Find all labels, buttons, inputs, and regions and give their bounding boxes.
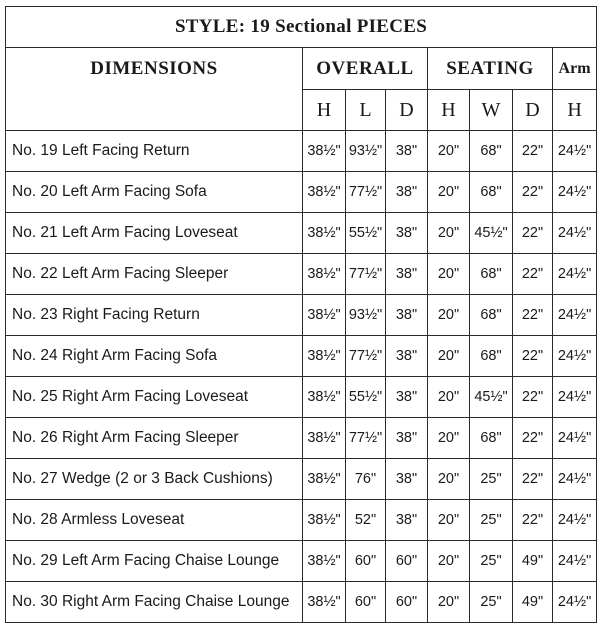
seating-width-value: 45½" (470, 213, 513, 254)
seating-depth-value: 22" (513, 336, 553, 377)
overall-height-value: 38½" (303, 500, 346, 541)
overall-depth-value: 38" (386, 254, 428, 295)
overall-depth-value: 38" (386, 131, 428, 172)
seating-depth-value: 22" (513, 131, 553, 172)
seating-height-value: 20" (428, 213, 470, 254)
seating-height-value: 20" (428, 172, 470, 213)
seating-height-value: 20" (428, 459, 470, 500)
table-row (6, 500, 597, 541)
overall-depth-value: 60" (386, 541, 428, 582)
table-row (6, 418, 597, 459)
title-row (6, 7, 597, 48)
overall-length-value: 77½" (346, 254, 386, 295)
table-row (6, 459, 597, 500)
seating-depth-value: 22" (513, 377, 553, 418)
overall-depth-value: 38" (386, 418, 428, 459)
piece-name: No. 20 Left Arm Facing Sofa (6, 172, 303, 213)
table-title: STYLE: 19 Sectional PIECES (6, 7, 597, 48)
table-row (6, 131, 597, 172)
overall-length-value: 93½" (346, 295, 386, 336)
seating-height-value: 20" (428, 500, 470, 541)
seating-width-value: 68" (470, 131, 513, 172)
overall-depth-value: 38" (386, 336, 428, 377)
seating-depth-value: 22" (513, 418, 553, 459)
seating-width-value: 25" (470, 582, 513, 623)
seating-height-value: 20" (428, 336, 470, 377)
overall-length-value: 55½" (346, 377, 386, 418)
seating-height-value: 20" (428, 541, 470, 582)
piece-name: No. 21 Left Arm Facing Loveseat (6, 213, 303, 254)
piece-name: No. 23 Right Facing Return (6, 295, 303, 336)
overall-height-value: 38½" (303, 172, 346, 213)
table-row (6, 295, 597, 336)
seating-depth-value: 22" (513, 172, 553, 213)
seating-width-value: 68" (470, 172, 513, 213)
piece-name: No. 29 Left Arm Facing Chaise Lounge (6, 541, 303, 582)
piece-name: No. 28 Armless Loveseat (6, 500, 303, 541)
overall-height-value: 38½" (303, 213, 346, 254)
seating-height-value: 20" (428, 377, 470, 418)
seating-width-value: 68" (470, 418, 513, 459)
overall-depth-header: D (386, 90, 428, 131)
piece-name: No. 19 Left Facing Return (6, 131, 303, 172)
seating-height-value: 20" (428, 582, 470, 623)
arm-height-value: 24½" (553, 377, 597, 418)
overall-height-value: 38½" (303, 541, 346, 582)
overall-length-value: 60" (346, 541, 386, 582)
seating-height-value: 20" (428, 418, 470, 459)
seating-depth-value: 22" (513, 254, 553, 295)
overall-height-value: 38½" (303, 336, 346, 377)
seating-depth-value: 22" (513, 213, 553, 254)
overall-length-value: 60" (346, 582, 386, 623)
overall-height-value: 38½" (303, 254, 346, 295)
arm-height-value: 24½" (553, 500, 597, 541)
overall-height-value: 38½" (303, 459, 346, 500)
seating-header: SEATING (428, 48, 553, 90)
overall-header: OVERALL (303, 48, 428, 90)
overall-length-value: 55½" (346, 213, 386, 254)
seating-depth-value: 22" (513, 500, 553, 541)
overall-depth-value: 38" (386, 295, 428, 336)
piece-name: No. 22 Left Arm Facing Sleeper (6, 254, 303, 295)
table-row (6, 172, 597, 213)
seating-width-value: 68" (470, 295, 513, 336)
seating-depth-header: D (513, 90, 553, 131)
arm-height-value: 24½" (553, 295, 597, 336)
seating-width-value: 25" (470, 459, 513, 500)
table-row (6, 213, 597, 254)
seating-width-value: 25" (470, 541, 513, 582)
table-row (6, 541, 597, 582)
seating-height-value: 20" (428, 295, 470, 336)
arm-height-value: 24½" (553, 254, 597, 295)
dimensions-sheet (5, 6, 596, 637)
seating-depth-value: 22" (513, 295, 553, 336)
arm-header: Arm (553, 48, 597, 90)
seating-depth-value: 49" (513, 582, 553, 623)
seating-height-value: 20" (428, 254, 470, 295)
overall-length-value: 52" (346, 500, 386, 541)
arm-height-value: 24½" (553, 172, 597, 213)
arm-height-value: 24½" (553, 582, 597, 623)
arm-height-value: 24½" (553, 541, 597, 582)
seating-height-header: H (428, 90, 470, 131)
piece-name: No. 26 Right Arm Facing Sleeper (6, 418, 303, 459)
seating-depth-value: 22" (513, 459, 553, 500)
table-row (6, 336, 597, 377)
dimensions-table (5, 6, 597, 623)
overall-length-value: 93½" (346, 131, 386, 172)
overall-height-value: 38½" (303, 418, 346, 459)
overall-depth-value: 38" (386, 459, 428, 500)
seating-width-value: 45½" (470, 377, 513, 418)
overall-depth-value: 38" (386, 377, 428, 418)
overall-height-header: H (303, 90, 346, 131)
overall-depth-value: 60" (386, 582, 428, 623)
arm-height-value: 24½" (553, 213, 597, 254)
table-row (6, 582, 597, 623)
table-row (6, 377, 597, 418)
overall-length-header: L (346, 90, 386, 131)
overall-height-value: 38½" (303, 295, 346, 336)
overall-length-value: 77½" (346, 336, 386, 377)
group-header-row (6, 48, 597, 90)
overall-length-value: 76" (346, 459, 386, 500)
seating-width-header: W (470, 90, 513, 131)
overall-depth-value: 38" (386, 500, 428, 541)
arm-height-value: 24½" (553, 418, 597, 459)
overall-height-value: 38½" (303, 377, 346, 418)
overall-depth-value: 38" (386, 213, 428, 254)
piece-name: No. 25 Right Arm Facing Loveseat (6, 377, 303, 418)
seating-height-value: 20" (428, 131, 470, 172)
seating-width-value: 25" (470, 500, 513, 541)
overall-height-value: 38½" (303, 582, 346, 623)
arm-height-header: H (553, 90, 597, 131)
seating-width-value: 68" (470, 254, 513, 295)
arm-height-value: 24½" (553, 459, 597, 500)
dimensions-header: DIMENSIONS (6, 48, 303, 131)
piece-name: No. 30 Right Arm Facing Chaise Lounge (6, 582, 303, 623)
arm-height-value: 24½" (553, 336, 597, 377)
overall-length-value: 77½" (346, 172, 386, 213)
piece-name: No. 24 Right Arm Facing Sofa (6, 336, 303, 377)
overall-depth-value: 38" (386, 172, 428, 213)
arm-height-value: 24½" (553, 131, 597, 172)
piece-name: No. 27 Wedge (2 or 3 Back Cushions) (6, 459, 303, 500)
table-row (6, 254, 597, 295)
overall-height-value: 38½" (303, 131, 346, 172)
seating-depth-value: 49" (513, 541, 553, 582)
overall-length-value: 77½" (346, 418, 386, 459)
seating-width-value: 68" (470, 336, 513, 377)
